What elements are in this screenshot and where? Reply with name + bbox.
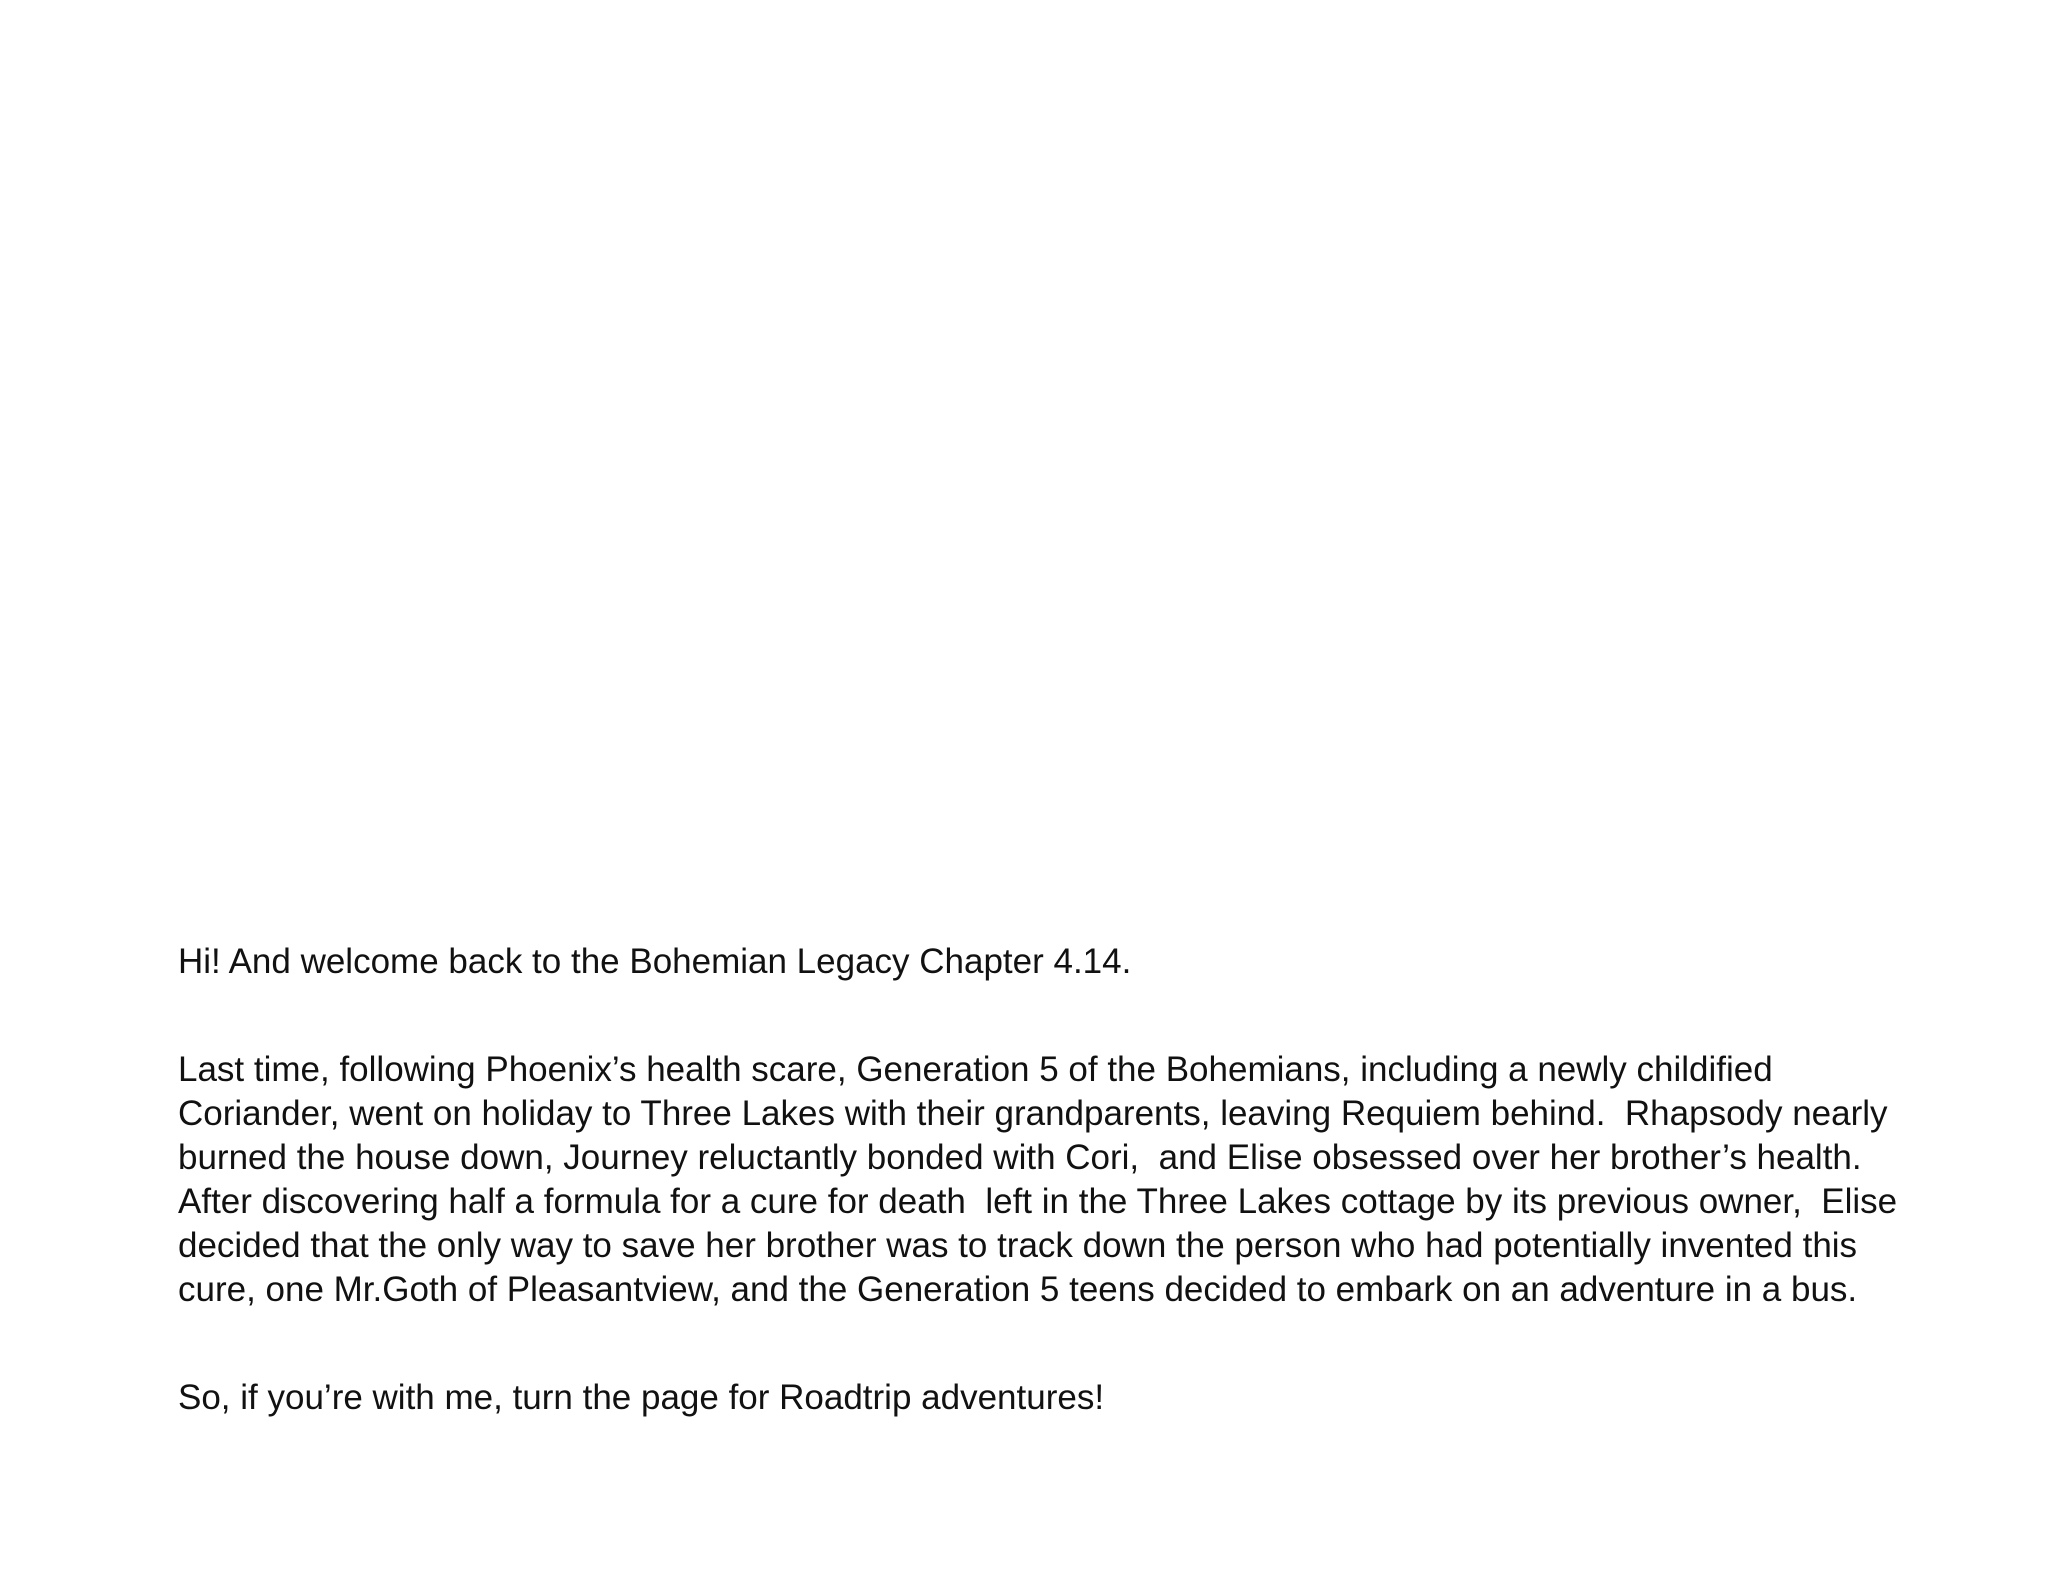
recap-paragraph: Last time, following Phoenix’s health scare, Generation 5 of the Bohemians, including a newly childified Coriander, went on holiday to Three Lakes with their grandparents, leaving Requiem behind. Rhapsody nearly burned the house down, Journey reluctantly bonded with Cori, and Elise obsessed over her brother’s health. After discovering half a formula for a cure for death left in the Three Lakes cottage by its previous owner, Elise decided that the only way to save her brother was to track down the person who had potentially invented this cure, one Mr.Goth of Pleasantview, and the Generation 5 teens decided to embark on an adventure in a bus. — [178, 1050, 1907, 1309]
closing-paragraph: So, if you’re with me, turn the page for Roadtrip adventures! — [178, 1378, 1105, 1417]
slide-text-block — [178, 940, 1918, 1420]
greeting-paragraph: Hi! And welcome back to the Bohemian Legacy Chapter 4.14. — [178, 942, 1132, 981]
